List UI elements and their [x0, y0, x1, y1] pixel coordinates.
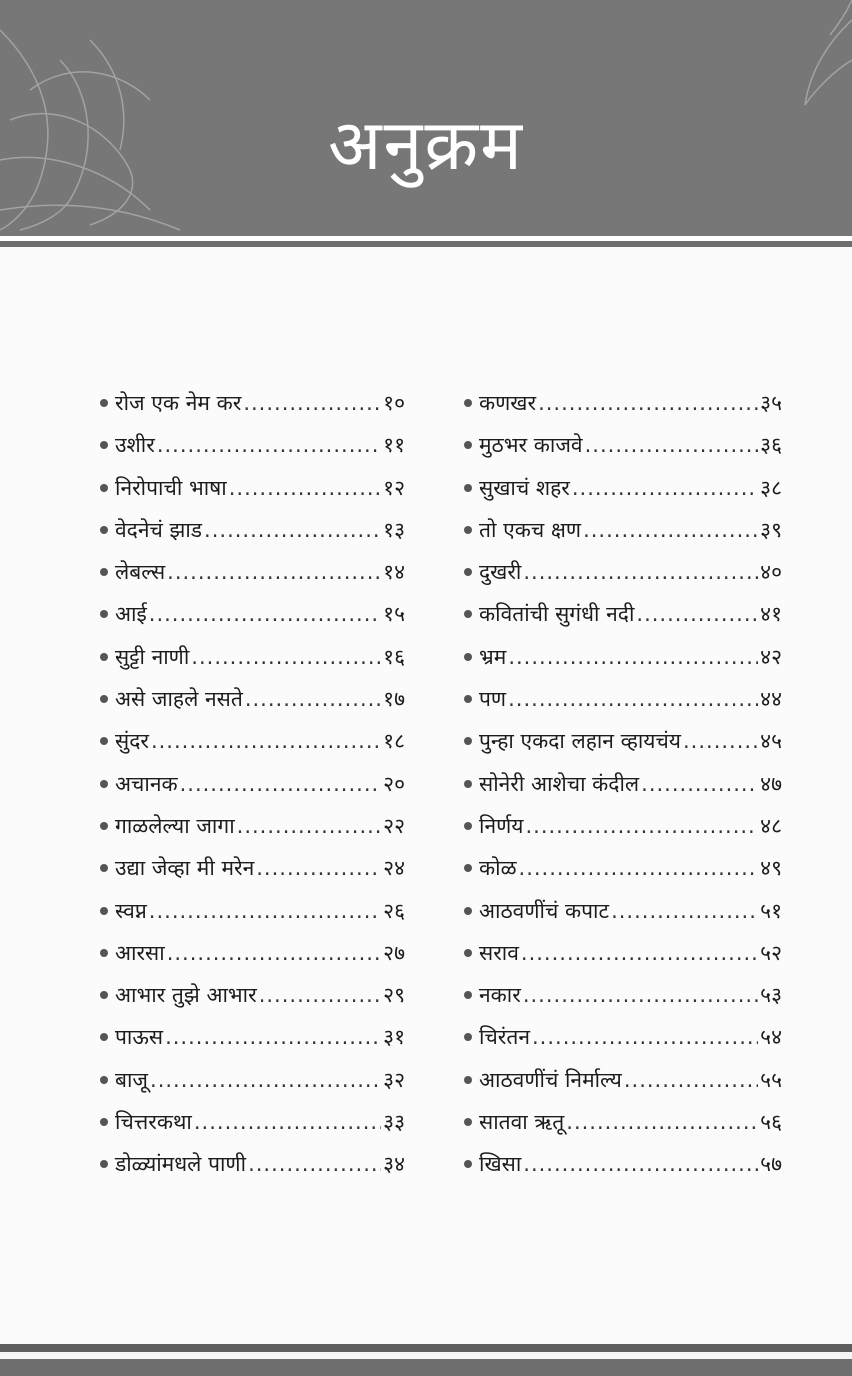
toc-entry — [100, 1066, 405, 1108]
toc-entry — [464, 897, 782, 939]
toc-entry-page: ३२ — [383, 1067, 405, 1092]
toc-entry-page: ५३ — [760, 983, 782, 1008]
leader-dots — [538, 391, 758, 415]
leader-dots — [157, 433, 381, 457]
toc-entry-page: ५६ — [760, 1110, 782, 1135]
toc-entry-title: उद्या जेव्हा मी मरेन — [115, 856, 255, 881]
toc-entry — [100, 643, 405, 685]
toc-entry — [464, 939, 782, 981]
footer-band — [0, 1359, 852, 1376]
bullet-icon — [464, 484, 472, 492]
toc-entry-title: सराव — [479, 940, 519, 965]
toc-entry-page: ५१ — [760, 898, 782, 923]
bullet-icon — [100, 991, 108, 999]
toc-entry-page: १४ — [383, 560, 405, 585]
toc-entry — [464, 431, 782, 473]
toc-entry-page: ५५ — [760, 1067, 782, 1092]
toc-entry-title: खिसा — [479, 1152, 522, 1177]
toc-entry-title: गाळलेल्या जागा — [115, 813, 235, 838]
toc-entry — [100, 431, 405, 473]
toc-entry-page: ३८ — [760, 475, 782, 500]
bullet-icon — [464, 991, 472, 999]
toc-entry — [464, 1150, 782, 1192]
leader-dots — [583, 518, 758, 542]
leader-dots — [248, 1152, 381, 1176]
toc-entry-page: २७ — [383, 940, 405, 965]
toc-entry-title: नकार — [479, 983, 521, 1008]
toc-entry-title: लेबल्स — [115, 560, 166, 585]
toc-entry — [100, 474, 405, 516]
leader-dots — [523, 1152, 758, 1176]
toc-entry — [464, 1066, 782, 1108]
toc-entry-page: ५४ — [760, 1025, 782, 1050]
leader-dots — [566, 1110, 758, 1134]
toc-entry — [464, 516, 782, 558]
toc-entry-page: २० — [383, 771, 405, 796]
toc-entry — [464, 1108, 782, 1150]
toc-entry-page: १८ — [383, 729, 405, 754]
leader-dots — [532, 1025, 758, 1049]
bullet-icon — [100, 864, 108, 872]
leader-dots — [150, 1068, 381, 1092]
leader-dots — [683, 729, 758, 753]
toc-entry-page: १७ — [383, 687, 405, 712]
toc-entry-title: आठवणींचं निर्माल्य — [479, 1067, 622, 1092]
toc-entry-title: मुठभर काजवे — [479, 433, 583, 458]
bullet-icon — [464, 907, 472, 915]
bullet-icon — [100, 1160, 108, 1168]
leader-dots — [165, 1025, 381, 1049]
toc-entry — [464, 1023, 782, 1065]
toc-entry-title: सुखाचं शहर — [479, 475, 570, 500]
toc-left-column — [100, 389, 405, 1193]
toc-entry — [100, 389, 405, 431]
toc-entry-title: पण — [479, 687, 507, 712]
leader-dots — [521, 941, 758, 965]
toc-entry-title: सोनेरी आशेचा कंदील — [479, 771, 640, 796]
toc-entry — [464, 854, 782, 896]
toc-entry-page: ३३ — [383, 1110, 405, 1135]
toc-entry — [464, 727, 782, 769]
toc-entry-title: आठवणींचं कपाट — [479, 898, 610, 923]
bullet-icon — [100, 1033, 108, 1041]
toc-entry — [100, 685, 405, 727]
toc-entry-title: पाऊस — [115, 1025, 164, 1050]
leader-dots — [525, 814, 758, 838]
toc-entry-title: डोळ्यांमधले पाणी — [115, 1152, 247, 1177]
bullet-icon — [464, 1033, 472, 1041]
toc-right-column — [464, 389, 782, 1193]
bullet-icon — [100, 484, 108, 492]
toc-entry — [464, 600, 782, 642]
toc-entry-title: कवितांची सुगंधी नदी — [479, 602, 635, 627]
toc-entry-title: चिरंतन — [479, 1025, 530, 1050]
toc-entry-title: रोज एक नेम कर — [115, 391, 242, 415]
bullet-icon — [464, 737, 472, 745]
bullet-icon — [100, 526, 108, 534]
bullet-icon — [100, 949, 108, 957]
toc-entry — [464, 770, 782, 812]
bullet-icon — [100, 441, 108, 449]
bullet-icon — [100, 695, 108, 703]
leader-dots — [167, 560, 381, 584]
leader-dots — [519, 856, 759, 880]
toc-entry — [100, 558, 405, 600]
toc-entry — [100, 1108, 405, 1150]
toc-entry — [100, 1023, 405, 1065]
toc-entry — [100, 812, 405, 854]
bullet-icon — [100, 737, 108, 745]
toc-entry — [100, 600, 405, 642]
toc-entry-title: दुखरी — [479, 560, 522, 585]
toc-entry-page: ४७ — [760, 771, 782, 796]
toc-entry-page: २२ — [383, 813, 405, 838]
leader-dots — [237, 814, 382, 838]
toc-entry-page: १५ — [383, 602, 405, 627]
leader-dots — [149, 899, 381, 923]
leader-dots — [572, 476, 758, 500]
bullet-icon — [464, 568, 472, 576]
toc-entry — [464, 389, 782, 431]
bullet-icon — [464, 949, 472, 957]
toc-entry — [464, 643, 782, 685]
toc-entry-page: २९ — [383, 983, 405, 1008]
toc-entry-title: उशीर — [115, 433, 155, 458]
title-banner — [0, 0, 852, 236]
toc-entry-page: १० — [383, 391, 405, 415]
bullet-icon — [464, 1076, 472, 1084]
bullet-icon — [100, 568, 108, 576]
toc-entry-title: सातवा ऋतू — [479, 1110, 565, 1135]
leader-dots — [523, 983, 758, 1007]
bullet-icon — [464, 695, 472, 703]
page-title: अनुक्रम — [328, 104, 524, 186]
toc-entry-page: ४१ — [760, 602, 782, 627]
toc-entry — [464, 812, 782, 854]
toc-entry-title: निर्णय — [479, 813, 524, 838]
bullet-icon — [464, 864, 472, 872]
bullet-icon — [464, 441, 472, 449]
toc-entry — [100, 897, 405, 939]
toc-entry-page: ३९ — [760, 517, 782, 542]
toc-entry-title: भ्रम — [479, 644, 507, 669]
leader-dots — [180, 772, 382, 796]
bullet-icon — [464, 1160, 472, 1168]
toc-entry-page: १६ — [383, 644, 405, 669]
toc-entry — [100, 1150, 405, 1192]
toc-entry-page: ३१ — [383, 1025, 405, 1050]
leader-dots — [624, 1068, 758, 1092]
toc-entry-title: आई — [115, 602, 147, 627]
toc-entry-page: ४८ — [760, 813, 782, 838]
toc-entry-title: कोळ — [479, 856, 517, 881]
toc-entry-title: पुन्हा एकदा लहान व्हायचंय — [479, 729, 681, 754]
toc-entry-title: निरोपाची भाषा — [115, 475, 227, 500]
leader-dots — [523, 560, 758, 584]
bullet-icon — [100, 653, 108, 661]
toc-entry-page: ५७ — [760, 1152, 782, 1177]
toc-entry-title: वेदनेचं झाड — [115, 517, 203, 542]
toc-entry-title: आरसा — [115, 940, 165, 965]
toc-entry-title: आभार तुझे आभार — [115, 983, 257, 1008]
toc-entry — [100, 939, 405, 981]
toc-entry-page: ४४ — [760, 687, 782, 712]
toc-entry-page: ११ — [383, 433, 405, 458]
header-rule-dark — [0, 241, 852, 247]
toc-entry-title: सुट्टी नाणी — [115, 644, 190, 669]
toc-entry-page: २४ — [383, 856, 405, 881]
footer-rule-dark — [0, 1344, 852, 1352]
toc-entry-page: १३ — [383, 517, 405, 542]
toc-entry-page: ४५ — [760, 729, 782, 754]
leader-dots — [191, 645, 381, 669]
toc-entry — [100, 770, 405, 812]
bullet-icon — [464, 780, 472, 788]
toc-entry-page: ४९ — [760, 856, 782, 881]
bullet-icon — [100, 610, 108, 618]
bullet-icon — [464, 1118, 472, 1126]
toc-entry-title: चित्तरकथा — [115, 1110, 192, 1135]
bullet-icon — [464, 822, 472, 830]
leader-dots — [204, 518, 381, 542]
toc-entry-title: असे जाहले नसते — [115, 687, 243, 712]
leader-dots — [151, 729, 381, 753]
toc-entry — [464, 685, 782, 727]
toc-entry-page: ३६ — [760, 433, 782, 458]
toc-entry-title: बाजू — [115, 1067, 149, 1092]
bullet-icon — [464, 399, 472, 407]
toc-entry-title: स्वप्न — [115, 898, 147, 923]
leader-dots — [259, 983, 381, 1007]
toc-entry-title: तो एकच क्षण — [479, 517, 582, 542]
bullet-icon — [100, 822, 108, 830]
bullet-icon — [100, 1076, 108, 1084]
toc-entry-page: ४० — [760, 560, 782, 585]
leader-dots — [167, 941, 381, 965]
toc-entry — [464, 981, 782, 1023]
toc-entry — [100, 727, 405, 769]
footer-rule-light — [0, 1352, 852, 1359]
toc-entry — [100, 981, 405, 1023]
toc-entry-page: ५२ — [760, 940, 782, 965]
leader-dots — [611, 899, 758, 923]
toc-entry-title: अचानक — [115, 771, 178, 796]
toc-entry — [464, 558, 782, 600]
leader-dots — [641, 772, 758, 796]
toc-entry-page: १२ — [383, 475, 405, 500]
bullet-icon — [100, 399, 108, 407]
toc-entry — [100, 854, 405, 896]
toc-entry-title: कणखर — [479, 391, 537, 415]
leader-dots — [636, 602, 758, 626]
toc-entry — [100, 516, 405, 558]
bullet-icon — [464, 610, 472, 618]
leader-dots — [245, 687, 381, 711]
leader-dots — [229, 476, 381, 500]
toc-entry-title: सुंदर — [115, 729, 149, 754]
leader-dots — [585, 433, 759, 457]
leader-dots — [194, 1110, 381, 1134]
leader-dots — [243, 391, 381, 415]
toc-entry-page: ४२ — [760, 644, 782, 669]
toc-entry-page: २६ — [383, 898, 405, 923]
toc-entry-page: ३५ — [760, 391, 782, 415]
leader-dots — [508, 687, 758, 711]
leader-dots — [256, 856, 381, 880]
leader-dots — [508, 645, 758, 669]
toc-entry — [464, 474, 782, 516]
bullet-icon — [464, 526, 472, 534]
bullet-icon — [464, 653, 472, 661]
bullet-icon — [100, 907, 108, 915]
leader-dots — [149, 602, 381, 626]
toc-entry-page: ३४ — [383, 1152, 405, 1177]
bullet-icon — [100, 780, 108, 788]
bullet-icon — [100, 1118, 108, 1126]
